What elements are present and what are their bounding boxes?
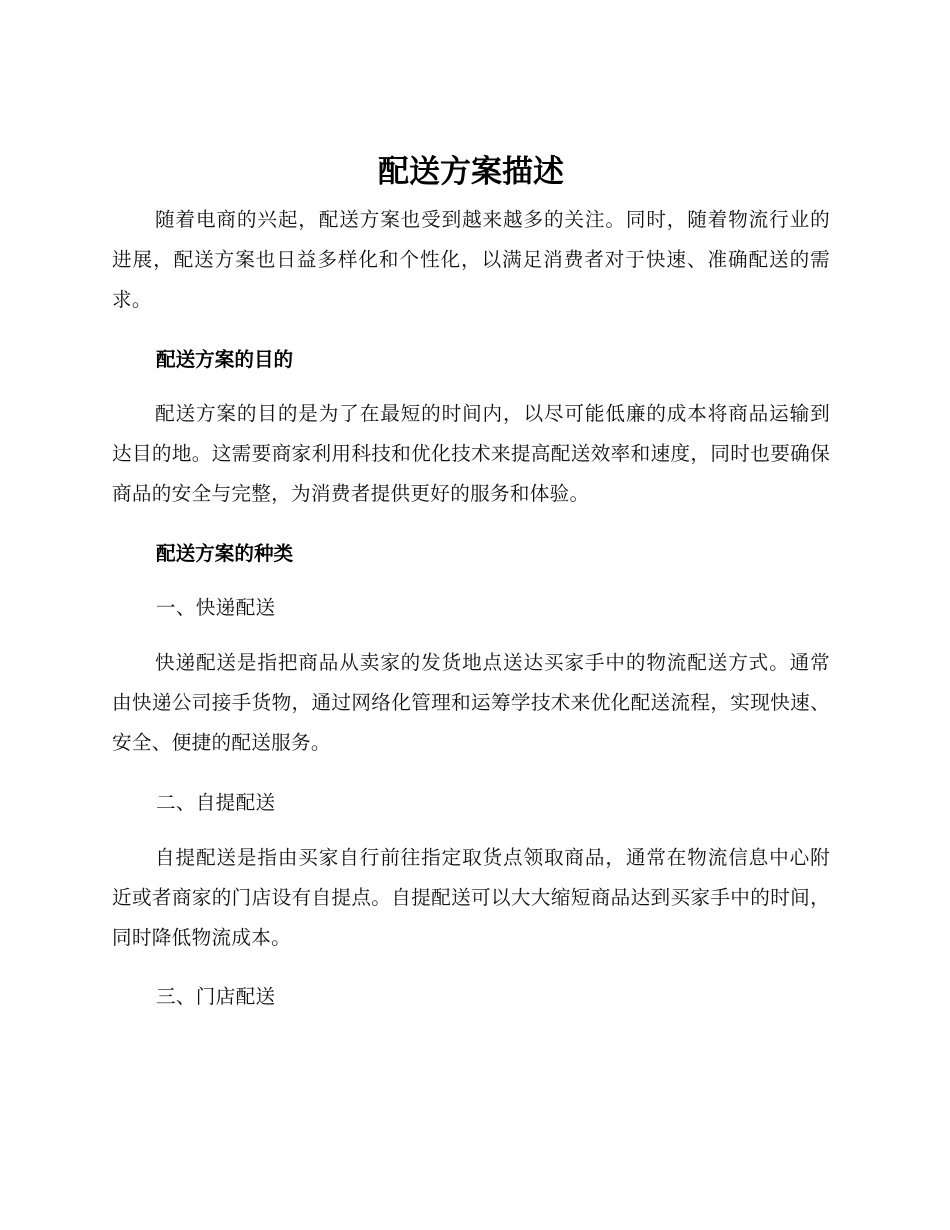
- document-title: 配送方案描述: [378, 154, 564, 190]
- type-label-self-pickup: 二、自提配送: [156, 791, 276, 814]
- type-label-store-delivery: 三、门店配送: [156, 985, 276, 1008]
- type-body-self-pickup: 自提配送是指由买家自行前往指定取货点领取商品，通常在物流信息中心附近或者商家的门店设有自提点。自提配送可以大大缩短商品达到买家手中的时间，同时降低物流成本。: [112, 846, 830, 949]
- intro-paragraph: 随着电商的兴起，配送方案也受到越来越多的关注。同时，随着物流行业的进展，配送方案也日益多样化和个性化，以满足消费者对于快速、准确配送的需求。: [112, 208, 830, 311]
- section-heading-purpose: 配送方案的目的: [156, 348, 294, 371]
- purpose-paragraph: 配送方案的目的是为了在最短的时间内，以尽可能低廉的成本将商品运输到达目的地。这需要商家利用科技和优化技术来提高配送效率和速度，同时也要确保商品的安全与完整，为消费者提供更好的服务和体验。: [112, 402, 830, 505]
- type-label-express: 一、快递配送: [156, 596, 276, 619]
- type-body-express: 快递配送是指把商品从卖家的发货地点送达买家手中的物流配送方式。通常由快递公司接手货物，通过网络化管理和运筹学技术来优化配送流程，实现快速、安全、便捷的配送服务。: [112, 651, 830, 754]
- section-heading-types: 配送方案的种类: [156, 542, 294, 565]
